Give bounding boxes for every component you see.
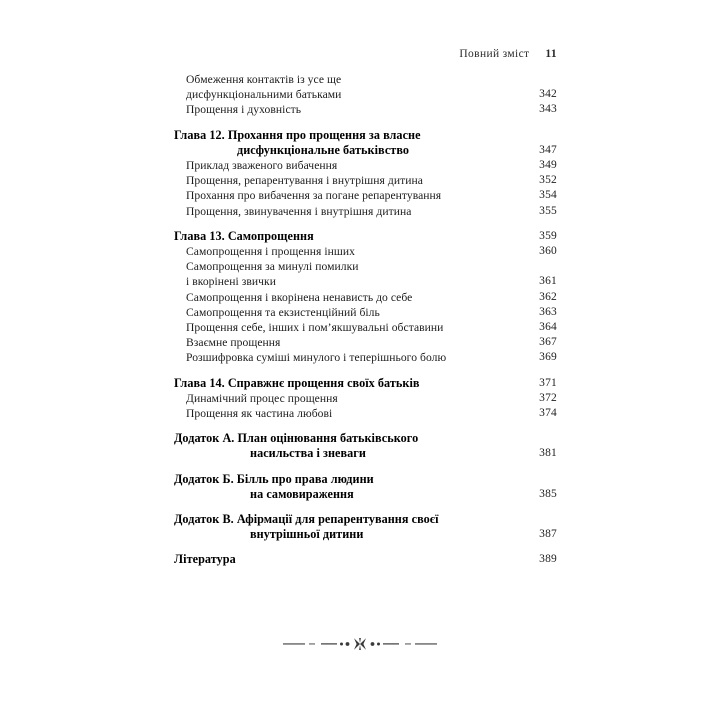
- toc-entry-page-number: 389: [539, 553, 557, 566]
- toc-entry-line: [174, 391, 557, 406]
- toc-entry-line: [174, 87, 557, 102]
- toc-entry-page-number: 343: [539, 103, 557, 116]
- toc-entry-line: [174, 431, 557, 446]
- toc-chapter-entry[interactable]: [174, 431, 557, 461]
- toc-entry-line: [174, 527, 557, 542]
- toc-entry-line: [174, 350, 557, 365]
- toc-entry-line: [174, 446, 557, 461]
- toc-entry-page-number: 355: [539, 204, 557, 217]
- toc-entry-line: [174, 158, 557, 173]
- toc-entry-line: [174, 204, 557, 219]
- toc-entry-page-number: 362: [539, 290, 557, 303]
- toc-entry-title: Прохання про вибачення за погане репарентування: [186, 189, 442, 203]
- section-divider-ornament: [0, 636, 720, 652]
- toc-entry-line: [174, 487, 557, 502]
- running-head-title: Повний зміст: [459, 48, 530, 60]
- toc-entry-page-number: 367: [539, 336, 557, 349]
- toc-entry-title: Література: [174, 552, 236, 567]
- toc-entry-title: Глава 12. Прохання про прощення за власне: [174, 127, 421, 142]
- toc-section-entry[interactable]: [174, 102, 557, 117]
- toc-entry-line: [174, 72, 557, 87]
- toc-entry-title: Прощення себе, інших і пом’якшувальні обставини: [186, 321, 444, 335]
- toc-entry-page-number: 347: [539, 143, 557, 156]
- toc-section-entry[interactable]: [174, 173, 557, 188]
- toc-entry-line: [174, 173, 557, 188]
- toc-entry-title: Приклад зваженого вибачення: [186, 159, 338, 173]
- toc-entry-title: Додаток Б. Білль про права людини: [174, 471, 374, 486]
- toc-entry-line: [174, 320, 557, 335]
- toc-entry-line: [174, 128, 557, 143]
- toc-entry-title: Прощення, репарентування і внутрішня дитина: [186, 174, 423, 188]
- running-head: [174, 48, 557, 60]
- toc-section-entry[interactable]: [174, 259, 557, 289]
- toc-section-entry[interactable]: [174, 335, 557, 350]
- toc-entry-page-number: 361: [539, 275, 557, 288]
- toc-entry-line: [174, 305, 557, 320]
- toc-entry-page-number: 387: [539, 528, 557, 541]
- toc-entry-page-number: 349: [539, 159, 557, 172]
- toc-entry-title: дисфункціональне батьківство: [237, 142, 410, 157]
- toc-section-entry[interactable]: [174, 391, 557, 406]
- toc-entry-page-number: 374: [539, 407, 557, 420]
- toc-section-entry[interactable]: [174, 320, 557, 335]
- toc-entry-page-number: 352: [539, 174, 557, 187]
- toc-section-entry[interactable]: [174, 290, 557, 305]
- toc-entry-line: [174, 376, 557, 391]
- toc-entry-title: Взаємне прощення: [186, 336, 281, 350]
- toc-entry-title: Самопрощення за минулі помилки: [186, 260, 359, 274]
- toc-entry-page-number: 360: [539, 245, 557, 258]
- toc-entry-line: [174, 290, 557, 305]
- toc-entry-page-number: 364: [539, 321, 557, 334]
- toc-entry-page-number: 385: [539, 487, 557, 500]
- toc-entry-page-number: 369: [539, 351, 557, 364]
- toc-entry-title: Глава 13. Самопрощення: [174, 228, 314, 243]
- toc-entry-title: Додаток А. План оцінювання батьківського: [174, 431, 419, 446]
- toc-entry-title: Прощення і духовність: [186, 103, 302, 117]
- toc-entry-line: [174, 472, 557, 487]
- toc-entry-line: [174, 143, 557, 158]
- toc-entry-title: Розшифровка суміші минулого і теперішнього болю: [186, 351, 447, 365]
- toc-entry-title: Прощення як частина любові: [186, 407, 333, 421]
- toc-entry-page-number: 381: [539, 447, 557, 460]
- toc-entry-title: Динамічний процес прощення: [186, 391, 338, 405]
- toc-entry-line: [174, 259, 557, 274]
- toc-section-entry[interactable]: [174, 158, 557, 173]
- toc-section-entry[interactable]: [174, 305, 557, 320]
- toc-entry-line: [174, 274, 557, 289]
- toc-chapter-entry[interactable]: [174, 229, 557, 244]
- toc-section-entry[interactable]: [174, 244, 557, 259]
- toc-entry-line: [174, 552, 557, 567]
- toc-entry-title: на самовираження: [250, 486, 354, 501]
- toc-entry-line: [174, 188, 557, 203]
- toc-entry-line: [174, 102, 557, 117]
- toc-section-entry[interactable]: [174, 204, 557, 219]
- table-of-contents: [174, 72, 557, 568]
- toc-entry-title: внутрішньої дитини: [250, 527, 364, 542]
- toc-section-entry[interactable]: [174, 188, 557, 203]
- page-folio: 11: [545, 48, 557, 60]
- toc-entry-page-number: 342: [539, 88, 557, 101]
- toc-entry-line: [174, 512, 557, 527]
- toc-chapter-entry[interactable]: [174, 128, 557, 158]
- toc-entry-line: [174, 244, 557, 259]
- toc-entry-title: Прощення, звинувачення і внутрішня дитина: [186, 204, 412, 218]
- toc-entry-page-number: 354: [539, 189, 557, 202]
- toc-entry-title: Самопрощення і прощення інших: [186, 245, 355, 259]
- toc-entry-title: Глава 14. Справжнє прощення своїх батьків: [174, 375, 420, 390]
- toc-entry-title: Додаток В. Афірмації для репарентування своєї: [174, 512, 439, 527]
- toc-chapter-entry[interactable]: [174, 472, 557, 502]
- toc-chapter-entry[interactable]: [174, 512, 557, 542]
- toc-section-entry[interactable]: [174, 406, 557, 421]
- toc-entry-page-number: 359: [539, 229, 557, 242]
- toc-entry-title: Самопрощення і вкорінена ненависть до себе: [186, 290, 413, 304]
- toc-entry-title: дисфункціональними батьками: [186, 88, 342, 102]
- toc-entry-title: Обмеження контактів із усе ще: [186, 73, 342, 86]
- toc-chapter-entry[interactable]: [174, 552, 557, 567]
- toc-entry-title: і вкорінені звички: [186, 275, 276, 289]
- toc-section-entry[interactable]: [174, 350, 557, 365]
- toc-entry-title: насильства і зневаги: [250, 446, 366, 461]
- toc-chapter-entry[interactable]: [174, 376, 557, 391]
- toc-entry-page-number: 371: [539, 376, 557, 389]
- toc-entry-line: [174, 335, 557, 350]
- toc-section-entry[interactable]: [174, 72, 557, 102]
- toc-entry-line: [174, 229, 557, 244]
- toc-entry-page-number: 363: [539, 305, 557, 318]
- toc-entry-line: [174, 406, 557, 421]
- toc-entry-title: Самопрощення та екзистенційний біль: [186, 305, 380, 319]
- toc-entry-page-number: 372: [539, 391, 557, 404]
